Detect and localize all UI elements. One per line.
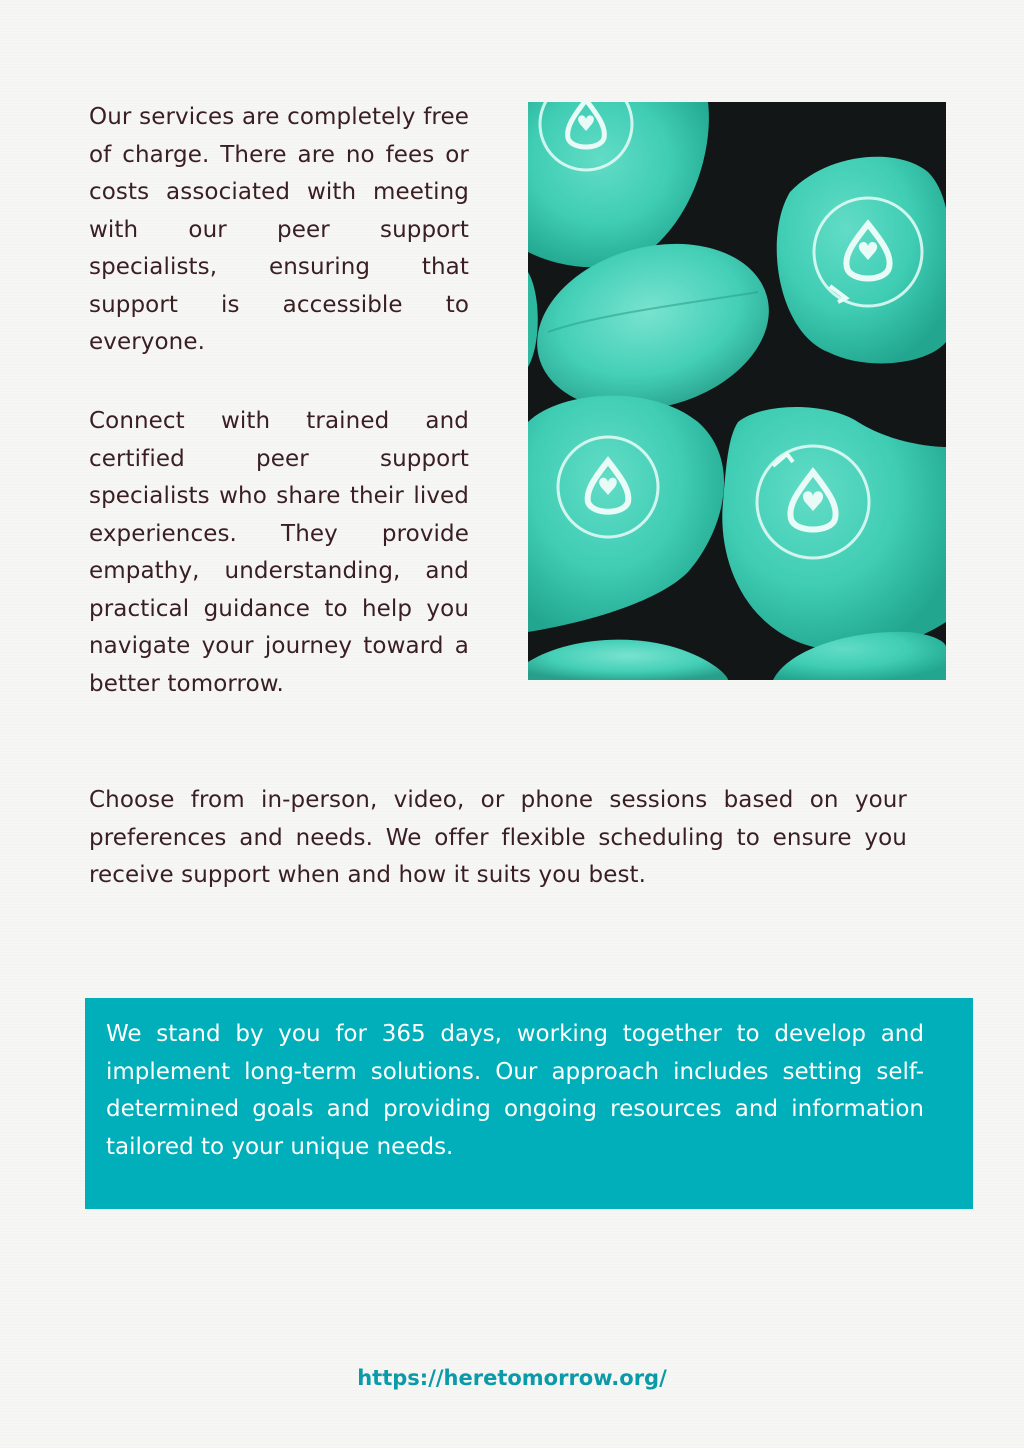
website-link[interactable]: https://heretomorrow.org/ <box>357 1366 667 1390</box>
heart-stress-balls-photo <box>528 102 946 680</box>
callout-text: We stand by you for 365 days, working together to develop and implement long-term solutions. Our approach includes setting self-determined goals and providing ongoing resources and information tailored to your unique needs. <box>106 1021 924 1160</box>
peer-specialists-paragraph: Connect with trained and certified peer support specialists who share their lived experiences. They provide empathy, understanding, and practical guidance to help you navigate your journey toward a better tomorrow. <box>89 408 469 697</box>
free-services-paragraph: Our services are completely free of charge. There are no fees or costs associated with meeting with our peer support specialists, ensuring that support is accessible to everyone. <box>89 104 469 355</box>
support-callout-box <box>85 998 973 1209</box>
sessions-paragraph: Choose from in-person, video, or phone sessions based on your preferences and needs. We offer flexible scheduling to ensure you receive support when and how it suits you best. <box>89 787 907 888</box>
